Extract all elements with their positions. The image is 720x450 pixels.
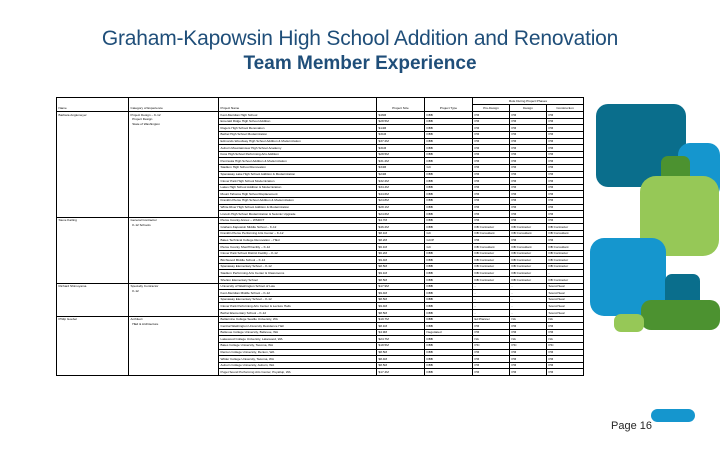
- cell-project-name: Stadium Performing Arts Center & Classrooms: [219, 270, 377, 277]
- cell-project-size: $46.2M: [377, 224, 425, 231]
- cell-member-name: Steve Karling: [57, 217, 129, 283]
- cell-project-type: DBB: [425, 336, 473, 343]
- cell-category: Project Design – K-12 Project Design State of Washington: [129, 112, 219, 218]
- cell-project-name: University of Washington School of Law: [219, 283, 377, 290]
- cell-project-size: $28.5M: [377, 151, 425, 158]
- cell-project-size: $6.1M: [377, 244, 425, 251]
- cell-project-type: DBB: [425, 138, 473, 145]
- cell-role-design: PM: [510, 211, 547, 218]
- cell-project-size: $31.2M: [377, 158, 425, 165]
- table-header-row-group: [57, 98, 584, 105]
- cell-project-type: DBB: [425, 349, 473, 356]
- cell-role-predesign: PM: [473, 211, 510, 218]
- cell-project-name: Mount Tahoma High School Replacement: [219, 191, 377, 198]
- cell-project-size: $34.4M: [377, 184, 425, 191]
- cell-role-predesign: PM: [473, 125, 510, 132]
- cell-project-name: Bethel Elementary School – K-12: [219, 310, 377, 317]
- cell-project-size: $46M: [377, 112, 425, 119]
- cell-role-design: PM: [510, 125, 547, 132]
- cell-role-predesign: PM: [473, 369, 510, 376]
- cell-project-name: Central Washington University Residence Hall: [219, 323, 377, 330]
- cell-role-design: PM: [510, 329, 547, 336]
- cell-role-design: PM: [510, 171, 547, 178]
- slide-title: [0, 26, 720, 76]
- cell-project-type: DBB: [425, 204, 473, 211]
- cell-role-construction: PM: [547, 151, 584, 158]
- cell-role-design: PM: [510, 237, 547, 244]
- cell-role-predesign: -: [473, 290, 510, 297]
- cell-project-type: DBB: [425, 369, 473, 376]
- cell-role-design: PM: [510, 356, 547, 363]
- cell-role-construction: PIC: [547, 342, 584, 349]
- cell-project-name: Lakes High School Addition & Modernization: [219, 184, 377, 191]
- slide-title-line-2: Team Member Experience: [243, 53, 477, 74]
- cell-project-size: $8.4M: [377, 356, 425, 363]
- cell-project-size: $44.6M: [377, 191, 425, 198]
- cell-role-predesign: DB Contractor: [473, 277, 510, 284]
- cell-role-design: PM: [510, 178, 547, 185]
- cell-role-construction: PM: [547, 184, 584, 191]
- header-project-type: Project Type: [425, 98, 473, 112]
- cell-role-construction: DB Contractor: [547, 257, 584, 264]
- cell-role-design: -: [510, 296, 547, 303]
- cell-project-type: DBB: [425, 184, 473, 191]
- table-row: [57, 283, 584, 290]
- cell-project-name: Emerald Ridge High School Addition: [219, 118, 377, 125]
- header-phase-construction: Construction: [547, 105, 584, 112]
- cell-role-design: NA: [510, 336, 547, 343]
- cell-project-name: Puget Sound Performing Arts Center, Puyallup, WA: [219, 369, 377, 376]
- cell-member-name: Barbara Anglemeyer: [57, 112, 129, 218]
- cell-project-name: Pierce County Sheriff Facility – K-12: [219, 244, 377, 251]
- cell-role-design: PM: [510, 197, 547, 204]
- cell-project-name: Edmonds-Woodway High School Addition & Modernization: [219, 138, 377, 145]
- cell-project-type: Negotiated: [425, 329, 473, 336]
- cell-role-predesign: PM: [473, 237, 510, 244]
- cell-role-construction: Sound Seal: [547, 303, 584, 310]
- cell-project-type: DBB: [425, 296, 473, 303]
- cell-role-design: DB Consultant: [510, 230, 547, 237]
- header-role-phases-group: Role During Project Phases: [473, 98, 584, 105]
- cell-role-construction: PM: [547, 178, 584, 185]
- cell-category: General Contractor K-12 Schools: [129, 217, 219, 283]
- cell-role-construction: Sound Seal: [547, 290, 584, 297]
- cell-role-construction: PM: [547, 323, 584, 330]
- cell-project-size: $32.2M: [377, 178, 425, 185]
- cell-project-type: DBB: [425, 257, 473, 264]
- cell-role-construction: PM: [547, 171, 584, 178]
- cell-role-design: PM: [510, 191, 547, 198]
- cell-project-type: GC: [425, 164, 473, 171]
- cell-role-design: PM: [510, 151, 547, 158]
- cell-project-type: DBB: [425, 263, 473, 270]
- cell-role-construction: Sound Seal: [547, 283, 584, 290]
- cell-project-size: $24.8M: [377, 197, 425, 204]
- cell-role-predesign: PM: [473, 158, 510, 165]
- cell-project-name: Auburn College University, Auburn, WA: [219, 362, 377, 369]
- cell-project-name: Bates Technical College Renovation – HEd: [219, 237, 377, 244]
- cell-role-predesign: PM: [473, 118, 510, 125]
- cell-project-name: Stadium High School Renovation: [219, 164, 377, 171]
- cell-role-predesign: PM: [473, 164, 510, 171]
- cell-role-predesign: PM: [473, 178, 510, 185]
- cell-role-construction: PM: [547, 329, 584, 336]
- cell-role-construction: PM: [547, 237, 584, 244]
- cell-role-predesign: NA: [473, 336, 510, 343]
- cell-role-construction: DB Contractor: [547, 224, 584, 231]
- cell-project-size: $34M: [377, 164, 425, 171]
- cell-project-size: $18.5M: [377, 342, 425, 349]
- cell-project-name: Bellarmine College Seattle University, WA: [219, 316, 377, 323]
- cell-role-predesign: PM: [473, 362, 510, 369]
- decorative-square-blue-footer: [651, 409, 695, 422]
- cell-project-name: Kent-Meridian Middle School – K-12: [219, 290, 377, 297]
- cell-project-size: $17.9M: [377, 283, 425, 290]
- cell-role-predesign: PM: [473, 112, 510, 119]
- cell-project-size: $6.2M: [377, 250, 425, 257]
- cell-role-design: -: [510, 290, 547, 297]
- cell-project-type: DBB: [425, 323, 473, 330]
- cell-project-type: DBB: [425, 211, 473, 218]
- cell-project-name: Birchwood Middle School – K-12: [219, 257, 377, 264]
- cell-project-name: Franklin Pierce High School Addition & Modernization: [219, 197, 377, 204]
- cell-role-design: DB Contractor: [510, 250, 547, 257]
- cell-role-predesign: PM: [473, 145, 510, 152]
- cell-role-construction: DB Contractor: [547, 263, 584, 270]
- cell-role-design: PM: [510, 118, 547, 125]
- cell-project-type: DBB: [425, 310, 473, 317]
- cell-project-name: Spanaway Elementary School – K-12: [219, 263, 377, 270]
- cell-project-type: DBB: [425, 277, 473, 284]
- cell-project-size: $24.7M: [377, 336, 425, 343]
- cell-project-name: Spanaway Elementary School – K-12: [219, 296, 377, 303]
- cell-project-size: $4.7M: [377, 217, 425, 224]
- cell-role-predesign: Ed Planner: [473, 316, 510, 323]
- cell-role-construction: DB Contractor: [547, 277, 584, 284]
- cell-project-type: DBB: [425, 316, 473, 323]
- cell-project-name: Clover Park School District Facility – K-12: [219, 250, 377, 257]
- cell-project-name: Graham-Kapowsin Middle School – K-12: [219, 224, 377, 231]
- cell-role-construction: Sound Seal: [547, 296, 584, 303]
- cell-role-predesign: PM: [473, 356, 510, 363]
- cell-project-type: DBB: [425, 283, 473, 290]
- team-member-experience-table: [56, 97, 584, 376]
- cell-member-name: Richard Shimoyama: [57, 283, 129, 316]
- cell-project-type: DBB: [425, 145, 473, 152]
- cell-role-predesign: PM: [473, 184, 510, 191]
- cell-role-design: PM: [510, 158, 547, 165]
- cell-role-design: PM: [510, 138, 547, 145]
- cell-role-construction: PM: [547, 356, 584, 363]
- cell-role-predesign: PM: [473, 171, 510, 178]
- cell-project-name: Lincoln High School Modernization & Seismic Upgrade: [219, 211, 377, 218]
- cell-project-type: DBB: [425, 125, 473, 132]
- cell-role-design: DB Contractor: [510, 277, 547, 284]
- cell-role-predesign: PM: [473, 204, 510, 211]
- cell-role-design: DB Contractor: [510, 224, 547, 231]
- cell-project-name: Renton College University, Renton, WA: [219, 349, 377, 356]
- cell-project-size: $14M: [377, 125, 425, 132]
- cell-role-design: DB Contractor: [510, 257, 547, 264]
- cell-role-design: -: [510, 310, 547, 317]
- cell-role-construction: NA: [547, 336, 584, 343]
- cell-project-size: $28.1M: [377, 204, 425, 211]
- cell-project-size: $8.5M: [377, 277, 425, 284]
- cell-role-design: PM: [510, 369, 547, 376]
- cell-project-name: Kent-Meridian High School: [219, 112, 377, 119]
- cell-role-construction: PM: [547, 145, 584, 152]
- cell-role-predesign: -: [473, 310, 510, 317]
- cell-project-type: DBB: [425, 356, 473, 363]
- cell-project-size: $24M: [377, 171, 425, 178]
- cell-project-type: GC: [425, 244, 473, 251]
- cell-role-predesign: PIC: [473, 342, 510, 349]
- cell-project-size: $8.5M: [377, 263, 425, 270]
- cell-project-name: Peninsula High School Addition & Modernization: [219, 158, 377, 165]
- cell-project-type: DBB: [425, 197, 473, 204]
- cell-role-predesign: DB Contractor: [473, 250, 510, 257]
- cell-role-predesign: PM: [473, 151, 510, 158]
- cell-project-type: DBB: [425, 270, 473, 277]
- cell-role-predesign: DB Contractor: [473, 224, 510, 231]
- header-project: Project Name: [219, 98, 377, 112]
- decorative-square-green-lower: [641, 300, 720, 330]
- decorative-square-green-tiny: [614, 314, 644, 332]
- cell-role-construction: PM: [547, 204, 584, 211]
- cell-role-predesign: PM: [473, 349, 510, 356]
- cell-role-construction: PM: [547, 349, 584, 356]
- cell-category: Specialty Contractor K-12: [129, 283, 219, 316]
- cell-role-construction: PM: [547, 369, 584, 376]
- cell-role-construction: PM: [547, 125, 584, 132]
- cell-project-name: Auburn Mountainview High School Academy: [219, 145, 377, 152]
- cell-role-design: DB Contractor: [510, 270, 547, 277]
- cell-project-size: $19.7M: [377, 316, 425, 323]
- cell-role-design: PM: [510, 362, 547, 369]
- cell-role-design: DB Consultant: [510, 244, 547, 251]
- cell-role-design: PM: [510, 204, 547, 211]
- cell-role-predesign: DB Contractor: [473, 257, 510, 264]
- cell-project-size: $31M: [377, 145, 425, 152]
- cell-project-size: $9.4M: [377, 303, 425, 310]
- cell-member-name: Philip Goebel: [57, 316, 129, 375]
- cell-role-construction: PM: [547, 158, 584, 165]
- slide-title-line-1: Graham-Kapowsin High School Addition and Renovation: [101, 27, 619, 50]
- page-number: Page 16: [611, 420, 652, 432]
- cell-role-predesign: PM: [473, 217, 510, 224]
- cell-role-predesign: PM: [473, 138, 510, 145]
- cell-project-name: Foss High School Performing Arts Addition: [219, 151, 377, 158]
- cell-project-size: $8.2M: [377, 237, 425, 244]
- table-header: [57, 98, 584, 112]
- cell-role-design: PIC: [510, 342, 547, 349]
- cell-role-predesign: -: [473, 296, 510, 303]
- cell-project-name: Clover Park High School Modernization: [219, 178, 377, 185]
- cell-project-name: Bates College University, Tacoma, WA: [219, 342, 377, 349]
- cell-role-construction: PM: [547, 217, 584, 224]
- header-phase-design: Design: [510, 105, 547, 112]
- cell-project-name: Rogers High School Renovation: [219, 125, 377, 132]
- cell-project-type: DBB: [425, 250, 473, 257]
- cell-category: Architect HEd & Architecture: [129, 316, 219, 375]
- cell-project-size: $9.1M: [377, 270, 425, 277]
- cell-role-predesign: PM: [473, 197, 510, 204]
- cell-project-size: $37.2M: [377, 138, 425, 145]
- cell-project-size: $8.5M: [377, 310, 425, 317]
- cell-role-construction: PM: [547, 118, 584, 125]
- cell-role-construction: PM: [547, 191, 584, 198]
- cell-project-type: DBB: [425, 303, 473, 310]
- cell-role-predesign: PM: [473, 323, 510, 330]
- cell-project-size: $8.5M: [377, 349, 425, 356]
- cell-role-construction: PM: [547, 131, 584, 138]
- cell-role-predesign: PM: [473, 329, 510, 336]
- table-body: [57, 112, 584, 376]
- cell-role-construction: DB Contractor: [547, 250, 584, 257]
- cell-role-design: NA: [510, 316, 547, 323]
- header-category: Category of Experience: [129, 98, 219, 112]
- cell-project-type: DBB: [425, 118, 473, 125]
- cell-project-name: Clover Park Performing Arts Center & Lecture Halls: [219, 303, 377, 310]
- cell-role-design: PM: [510, 145, 547, 152]
- cell-project-name: Wilder College University, Tacoma, WA: [219, 356, 377, 363]
- cell-project-type: DBB: [425, 131, 473, 138]
- cell-project-type: DBB: [425, 171, 473, 178]
- cell-role-design: PM: [510, 131, 547, 138]
- table-row: [57, 316, 584, 323]
- cell-project-type: DBB: [425, 112, 473, 119]
- cell-role-design: PM: [510, 349, 547, 356]
- cell-role-construction: DB Consultant: [547, 230, 584, 237]
- cell-role-construction: PM: [547, 211, 584, 218]
- cell-project-name: Lakewood College University, Lakewood, WA: [219, 336, 377, 343]
- cell-role-design: -: [510, 303, 547, 310]
- cell-project-size: $8.5M: [377, 362, 425, 369]
- cell-project-size: $8.5M: [377, 296, 425, 303]
- cell-project-type: GC: [425, 230, 473, 237]
- cell-project-type: DBB: [425, 178, 473, 185]
- cell-role-design: PM: [510, 184, 547, 191]
- header-project-size: Project Size: [377, 98, 425, 112]
- table-row: [57, 217, 584, 224]
- header-phase-predesign: Pre-Design: [473, 105, 510, 112]
- cell-role-predesign: PM: [473, 191, 510, 198]
- cell-role-design: PM: [510, 217, 547, 224]
- cell-project-size: $8.1M: [377, 323, 425, 330]
- cell-project-name: Spanaway Lake High School Addition & Modernization: [219, 171, 377, 178]
- cell-project-type: DBB: [425, 224, 473, 231]
- header-name: Name: [57, 98, 129, 112]
- cell-role-predesign: DB Contractor: [473, 263, 510, 270]
- cell-project-size: $9.4M: [377, 290, 425, 297]
- cell-project-type: DBB: [425, 290, 473, 297]
- cell-role-construction: -: [547, 270, 584, 277]
- cell-project-size: $17.4M: [377, 369, 425, 376]
- cell-project-name: Bethel High School Modernization: [219, 131, 377, 138]
- cell-role-construction: NA: [547, 316, 584, 323]
- cell-project-size: $24.6M: [377, 211, 425, 218]
- cell-project-name: Shelton Elementary School: [219, 277, 377, 284]
- cell-role-predesign: -: [473, 303, 510, 310]
- cell-role-construction: PM: [547, 112, 584, 119]
- cell-role-construction: PM: [547, 197, 584, 204]
- cell-project-name: Bellevue College University, Bellevue, WA: [219, 329, 377, 336]
- cell-role-predesign: DB Consultant: [473, 244, 510, 251]
- cell-project-type: DBB: [425, 191, 473, 198]
- cell-project-size: $8.1M: [377, 230, 425, 237]
- cell-project-name: Franklin Pierce Performing Arts Center – K-12: [219, 230, 377, 237]
- cell-role-predesign: PM: [473, 131, 510, 138]
- cell-project-size: $28.5M: [377, 118, 425, 125]
- cell-project-size: $31M: [377, 131, 425, 138]
- cell-role-predesign: -: [473, 283, 510, 290]
- cell-role-design: PM: [510, 112, 547, 119]
- cell-project-type: DBB: [425, 342, 473, 349]
- cell-role-construction: PM: [547, 164, 584, 171]
- table-row: [57, 112, 584, 119]
- cell-role-design: DB Contractor: [510, 263, 547, 270]
- cell-role-design: PM: [510, 323, 547, 330]
- cell-project-name: White River High School Addition & Modernization: [219, 204, 377, 211]
- cell-project-type: DBB: [425, 362, 473, 369]
- cell-role-construction: DB Consultant: [547, 244, 584, 251]
- cell-role-design: PM: [510, 164, 547, 171]
- cell-project-size: $4.9M: [377, 329, 425, 336]
- cell-project-type: GC/P: [425, 237, 473, 244]
- cell-project-size: $9.4M: [377, 257, 425, 264]
- cell-role-design: -: [510, 283, 547, 290]
- cell-project-type: DBB: [425, 217, 473, 224]
- cell-role-predesign: DB Consultant: [473, 230, 510, 237]
- cell-project-type: DBB: [425, 158, 473, 165]
- cell-role-construction: PM: [547, 362, 584, 369]
- cell-role-construction: Sound Seal: [547, 310, 584, 317]
- cell-project-name: Pierce County Annex – WSDOT: [219, 217, 377, 224]
- cell-role-construction: PM: [547, 138, 584, 145]
- cell-role-predesign: DB Contractor: [473, 270, 510, 277]
- cell-project-type: DBB: [425, 151, 473, 158]
